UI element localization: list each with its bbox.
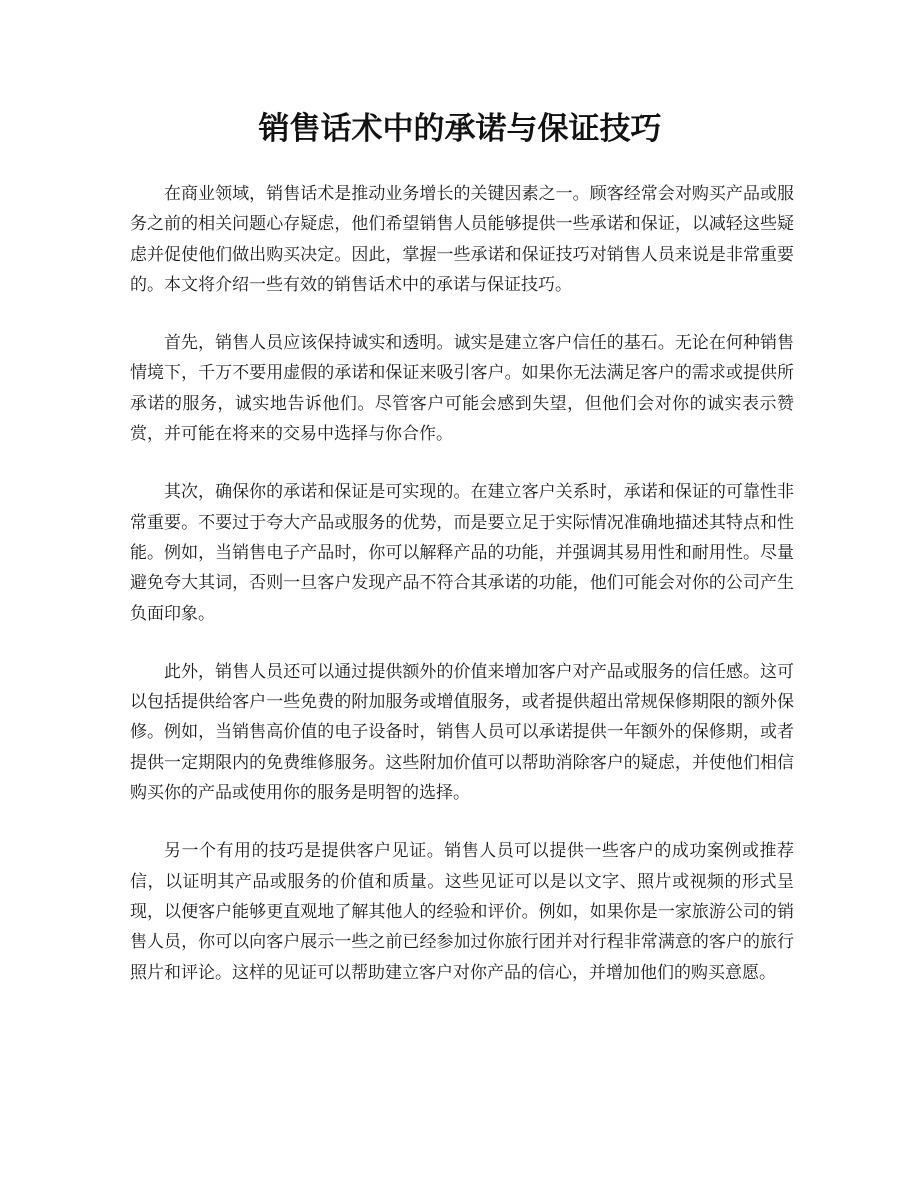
page-title: 销售话术中的承诺与保证技巧 — [258, 111, 662, 147]
paragraph-2: 首先，销售人员应该保持诚实和透明。诚实是建立客户信任的基石。无论在何种销售情境下，千万不要用虚假的承诺和保证来吸引客户。如果你无法满足客户的需求或提供所承诺的服务，诚实地告诉他们。尽管客户可能会感到失望，但他们会对你的诚实表示赞赏，并可能在将来的交易中选择与你合作。 — [130, 333, 794, 445]
paragraph-3: 其次，确保你的承诺和保证是可实现的。在建立客户关系时，承诺和保证的可靠性非常重要。不要过于夸大产品或服务的优势，而是要立足于实际情况准确地描述其特点和性能。例如，当销售电子产品时，你可以解释产品的功能，并强调其易用性和耐用性。尽量避免夸大其词，否则一旦客户发现产品不符合其承诺的功能，他们可能会对你的公司产生负面印象。 — [130, 482, 794, 624]
paragraph-1: 在商业领域，销售话术是推动业务增长的关键因素之一。顾客经常会对购买产品或服务之前的相关问题心存疑虑，他们希望销售人员能够提供一些承诺和保证，以减轻这些疑虑并促使他们做出购买决定。因此，掌握一些承诺和保证技巧对销售人员来说是非常重要的。本文将介绍一些有效的销售话术中的承诺与保证技巧。 — [130, 184, 794, 295]
document-body — [130, 179, 794, 1016]
paragraph-4: 此外，销售人员还可以通过提供额外的价值来增加客户对产品或服务的信任感。这可以包括提供给客户一些免费的附加服务或增值服务，或者提供超出常规保修期限的额外保修。例如，当销售高价值的电子设备时，销售人员可以承诺提供一年额外的保修期，或者提供一定期限内的免费维修服务。这些附加价值可以帮助消除客户的疑虑，并使他们相信购买你的产品或使用你的服务是明智的选择。 — [130, 661, 794, 804]
paragraph-5: 另一个有用的技巧是提供客户见证。销售人员可以提供一些客户的成功案例或推荐信，以证明其产品或服务的价值和质量。这些见证可以是以文字、照片或视频的形式呈现，以便客户能够更直观地了解其他人的经验和评价。例如，如果你是一家旅游公司的销售人员，你可以向客户展示一些之前已经参加过你旅行团并对行程非常满意的客户的旅行照片和评论。这样的见证可以帮助建立客户对你产品的信心，并增加他们的购买意愿。 — [130, 841, 794, 983]
